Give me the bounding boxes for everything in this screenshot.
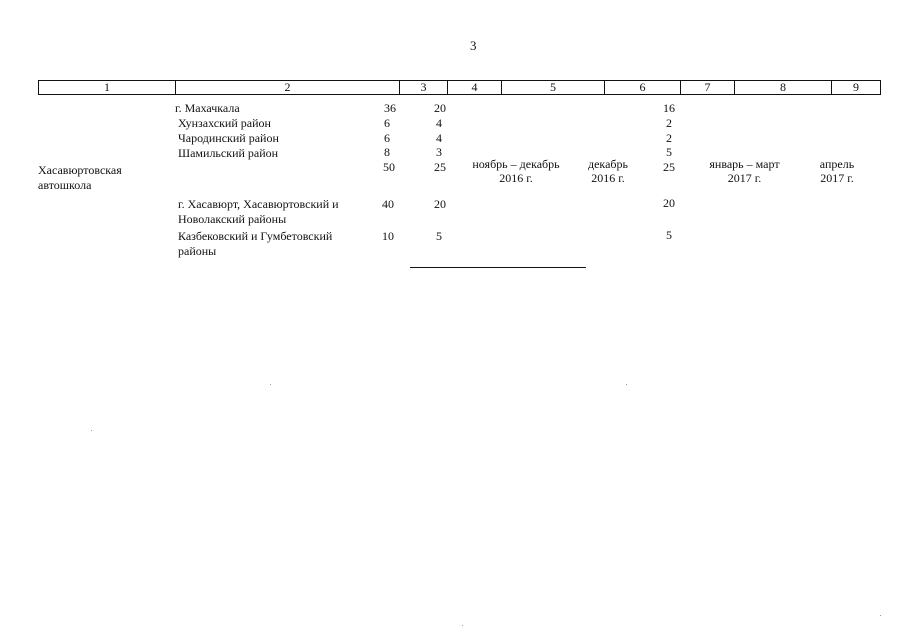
- header-cell-2: 2: [176, 81, 400, 94]
- col4-cell: 20: [434, 197, 446, 211]
- col7-cell: 2: [666, 116, 672, 130]
- header-cell-8: 8: [735, 81, 832, 94]
- col7-cell: 5: [666, 228, 672, 242]
- col4-cell: 4: [436, 131, 442, 145]
- period-col8: январь – март 2017 г.: [709, 157, 780, 185]
- col7-cell: 20: [663, 196, 675, 210]
- col4-cell: 5: [436, 229, 442, 243]
- header-cell-3: 3: [400, 81, 448, 94]
- period-col9: апрель 2017 г.: [819, 157, 855, 185]
- scan-speck: [91, 430, 92, 431]
- territory-cell: Хунзахский район: [178, 116, 271, 130]
- table-header-row: [38, 80, 881, 95]
- header-cell-5: 5: [502, 81, 605, 94]
- header-cell-1: 1: [39, 81, 176, 94]
- col3-total-cell: 50: [383, 160, 395, 174]
- col4-cell: 20: [434, 101, 446, 115]
- territory-cell: Казбековский и Гумбетовский районы: [178, 229, 333, 258]
- territory-cell: Шамильский район: [178, 146, 279, 160]
- col7-total-cell: 25: [663, 160, 675, 174]
- col4-cell: 3: [436, 145, 442, 159]
- col4-cell: 4: [436, 116, 442, 130]
- header-cell-9: 9: [853, 80, 859, 94]
- header-cell-6: 6: [605, 81, 681, 94]
- col3-cell: 10: [382, 229, 394, 243]
- end-rule: [410, 267, 586, 268]
- scan-speck: [462, 625, 463, 626]
- col7-cell: 2: [666, 131, 672, 145]
- scan-speck: [880, 615, 881, 616]
- page-number: 3: [470, 38, 477, 53]
- col3-cell: 6: [384, 116, 390, 130]
- col3-cell: 8: [384, 145, 390, 159]
- territory-cell: г. Хасавюрт, Хасавюртовский и Новолакский районы: [178, 197, 339, 226]
- header-cell-4: 4: [448, 81, 502, 94]
- col3-cell: 36: [384, 101, 396, 115]
- header-cell-7: 7: [681, 81, 735, 94]
- scan-speck: [626, 384, 627, 385]
- territory-cell: Чародинский район: [178, 131, 279, 145]
- scan-speck: [270, 384, 271, 385]
- col3-cell: 40: [382, 197, 394, 211]
- school-name: Хасавюртовская автошкола: [38, 163, 122, 192]
- period-col6: декабрь 2016 г.: [588, 157, 628, 185]
- col4-total-cell: 25: [434, 160, 446, 174]
- col7-cell: 16: [663, 101, 675, 115]
- col7-cell: 5: [666, 145, 672, 159]
- territory-cell: г. Махачкала: [175, 101, 240, 115]
- col3-cell: 6: [384, 131, 390, 145]
- period-col5: ноябрь – декабрь 2016 г.: [472, 157, 560, 185]
